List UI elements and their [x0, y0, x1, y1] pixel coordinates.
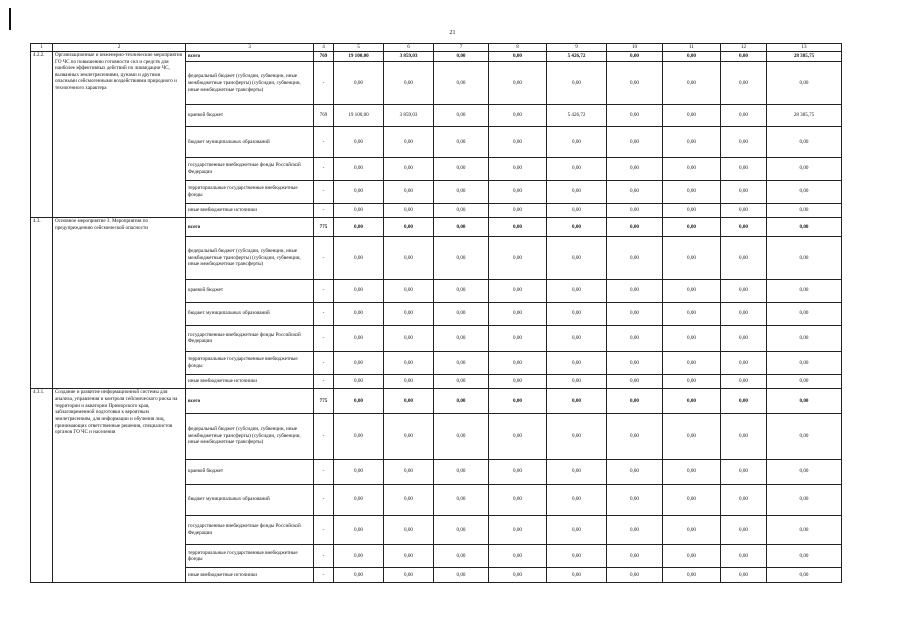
value-cell: -: [314, 459, 334, 484]
value-cell: 0,00: [607, 374, 663, 389]
column-number-row: [31, 44, 842, 52]
funding-source: государственные внебюджетные фонды Российской Федерации: [186, 515, 314, 544]
value-cell: 0,00: [607, 545, 663, 568]
funding-source: всего: [186, 218, 314, 237]
value-cell: 0,00: [434, 515, 489, 544]
value-cell: 0,00: [434, 413, 489, 459]
value-cell: 0,00: [489, 413, 547, 459]
value-cell: 0,00: [434, 105, 489, 127]
value-cell: 0,00: [334, 568, 384, 583]
value-cell: 0,00: [489, 279, 547, 302]
value-cell: 0,00: [607, 389, 663, 413]
value-cell: 0,00: [384, 325, 434, 351]
value-cell: 0,00: [547, 157, 607, 180]
value-cell: 0,00: [607, 157, 663, 180]
value-cell: 0,00: [489, 545, 547, 568]
value-cell: 0,00: [767, 180, 842, 203]
column-header: 10: [607, 44, 663, 52]
funding-source: иные внебюджетные источники: [186, 374, 314, 389]
value-cell: 0,00: [334, 203, 384, 218]
funding-source: федеральный бюджет (субсидии, субвенции, иные межбюджетные трансферты) (субсидии, субвенции, иные межбюджетные трансферты): [186, 62, 314, 105]
value-cell: 0,00: [489, 203, 547, 218]
value-cell: 0,00: [434, 180, 489, 203]
value-cell: 0,00: [663, 157, 721, 180]
value-cell: 775: [314, 218, 334, 237]
budget-table: [30, 43, 842, 583]
value-cell: 0,00: [489, 105, 547, 127]
value-cell: 0,00: [767, 515, 842, 544]
value-cell: 0,00: [663, 127, 721, 157]
value-cell: 0,00: [721, 389, 767, 413]
value-cell: 0,00: [767, 218, 842, 237]
value-cell: 0,00: [384, 515, 434, 544]
value-cell: 0,00: [547, 515, 607, 544]
value-cell: 0,00: [721, 218, 767, 237]
value-cell: 0,00: [489, 374, 547, 389]
table-row: [31, 52, 842, 62]
value-cell: 0,00: [607, 236, 663, 279]
value-cell: 3 859,03: [384, 105, 434, 127]
value-cell: 0,00: [434, 203, 489, 218]
value-cell: 0,00: [663, 279, 721, 302]
value-cell: 0,00: [384, 568, 434, 583]
value-cell: 0,00: [384, 157, 434, 180]
value-cell: 0,00: [547, 484, 607, 515]
item-title: Организационные и инженерно-технические мероприятия ГО ЧС по повышению готовности сил и средств для наиболее эффективных действий по ликвидации ЧС, вызванных землетрясениями, цунами и другими опасными сейсмогенными воздействиями природного и техногенного характера: [53, 52, 186, 218]
funding-source: всего: [186, 389, 314, 413]
value-cell: 0,00: [607, 105, 663, 127]
value-cell: 0,00: [547, 351, 607, 374]
column-header: 12: [721, 44, 767, 52]
value-cell: 0,00: [547, 302, 607, 325]
value-cell: 0,00: [767, 279, 842, 302]
value-cell: -: [314, 568, 334, 583]
value-cell: 0,00: [384, 218, 434, 237]
value-cell: 0,00: [434, 459, 489, 484]
table-row: [31, 218, 842, 237]
value-cell: 0,00: [384, 374, 434, 389]
value-cell: 0,00: [721, 203, 767, 218]
value-cell: 0,00: [607, 279, 663, 302]
funding-source: иные внебюджетные источники: [186, 203, 314, 218]
value-cell: 0,00: [547, 180, 607, 203]
value-cell: 0,00: [721, 484, 767, 515]
value-cell: 0,00: [721, 52, 767, 62]
value-cell: 0,00: [489, 236, 547, 279]
item-code: 4.3.1.: [31, 389, 53, 583]
funding-source: бюджет муниципальных образований: [186, 302, 314, 325]
value-cell: 0,00: [489, 568, 547, 583]
funding-source: государственные внебюджетные фонды Российской Федерации: [186, 325, 314, 351]
value-cell: 28 385,75: [767, 52, 842, 62]
value-cell: 0,00: [721, 351, 767, 374]
funding-source: краевой бюджет: [186, 279, 314, 302]
value-cell: 19 100,00: [334, 105, 384, 127]
value-cell: 0,00: [384, 62, 434, 105]
value-cell: 0,00: [434, 279, 489, 302]
value-cell: 0,00: [663, 374, 721, 389]
value-cell: 0,00: [434, 351, 489, 374]
value-cell: 0,00: [384, 279, 434, 302]
value-cell: 0,00: [721, 413, 767, 459]
column-header: 7: [434, 44, 489, 52]
value-cell: -: [314, 62, 334, 105]
funding-source: бюджет муниципальных образований: [186, 484, 314, 515]
value-cell: 0,00: [384, 459, 434, 484]
value-cell: 0,00: [767, 568, 842, 583]
value-cell: 0,00: [334, 218, 384, 237]
value-cell: 0,00: [334, 325, 384, 351]
value-cell: 0,00: [721, 302, 767, 325]
value-cell: -: [314, 127, 334, 157]
funding-source: территориальные государственные внебюджетные фонды: [186, 545, 314, 568]
value-cell: -: [314, 374, 334, 389]
value-cell: 0,00: [663, 515, 721, 544]
value-cell: 0,00: [489, 515, 547, 544]
value-cell: 0,00: [547, 62, 607, 105]
funding-source: всего: [186, 52, 314, 62]
value-cell: 0,00: [607, 325, 663, 351]
value-cell: 0,00: [767, 389, 842, 413]
margin-rule: [9, 8, 11, 30]
value-cell: 0,00: [663, 203, 721, 218]
value-cell: 0,00: [767, 351, 842, 374]
funding-source: федеральный бюджет (субсидии, субвенции, иные межбюджетные трансферты) (субсидии, субвенции, иные межбюджетные трансферты): [186, 413, 314, 459]
funding-source: государственные внебюджетные фонды Российской Федерации: [186, 157, 314, 180]
value-cell: 0,00: [607, 62, 663, 105]
value-cell: 0,00: [721, 459, 767, 484]
value-cell: 0,00: [721, 157, 767, 180]
value-cell: 0,00: [334, 389, 384, 413]
funding-source: территориальные государственные внебюджетные фонды: [186, 180, 314, 203]
value-cell: 0,00: [334, 62, 384, 105]
value-cell: -: [314, 484, 334, 515]
table-row: [31, 389, 842, 413]
value-cell: 0,00: [489, 157, 547, 180]
value-cell: 0,00: [607, 203, 663, 218]
value-cell: 0,00: [434, 545, 489, 568]
value-cell: 0,00: [663, 545, 721, 568]
value-cell: 0,00: [767, 62, 842, 105]
funding-source: иные внебюджетные источники: [186, 568, 314, 583]
value-cell: 0,00: [721, 62, 767, 105]
column-header: 3: [186, 44, 314, 52]
value-cell: 0,00: [384, 127, 434, 157]
value-cell: 0,00: [384, 484, 434, 515]
value-cell: 0,00: [663, 351, 721, 374]
value-cell: 0,00: [384, 236, 434, 279]
value-cell: 0,00: [663, 413, 721, 459]
value-cell: 0,00: [607, 351, 663, 374]
value-cell: 0,00: [334, 484, 384, 515]
value-cell: 0,00: [663, 568, 721, 583]
value-cell: 0,00: [721, 236, 767, 279]
value-cell: 0,00: [767, 484, 842, 515]
value-cell: 0,00: [607, 459, 663, 484]
item-title: Создание и развитие информационной системы для анализа, управления и контроля сейсмического риска на территории и акватории Приморского края, заблаговременной подготовки к вероятным землетрясениям, для информации и обучения лиц, принимающих ответственные решения, специалистов органов ГО ЧС и населения: [53, 389, 186, 583]
value-cell: 0,00: [767, 374, 842, 389]
value-cell: 0,00: [721, 279, 767, 302]
value-cell: 0,00: [767, 459, 842, 484]
item-code: 4.2.2.: [31, 52, 53, 218]
value-cell: 0,00: [547, 459, 607, 484]
funding-source: федеральный бюджет (субсидии, субвенции, иные межбюджетные трансферты) (субсидии, субвенции, иные межбюджетные трансферты): [186, 236, 314, 279]
value-cell: 0,00: [663, 459, 721, 484]
value-cell: 0,00: [547, 389, 607, 413]
value-cell: 0,00: [489, 459, 547, 484]
value-cell: 0,00: [547, 545, 607, 568]
value-cell: 0,00: [721, 127, 767, 157]
value-cell: 0,00: [721, 105, 767, 127]
value-cell: 0,00: [607, 515, 663, 544]
value-cell: 0,00: [334, 127, 384, 157]
value-cell: 0,00: [434, 52, 489, 62]
value-cell: 769: [314, 105, 334, 127]
item-code: 4.3.: [31, 218, 53, 389]
value-cell: 0,00: [384, 389, 434, 413]
value-cell: 0,00: [489, 52, 547, 62]
value-cell: 0,00: [334, 157, 384, 180]
value-cell: 0,00: [721, 568, 767, 583]
value-cell: 0,00: [767, 325, 842, 351]
value-cell: 0,00: [767, 203, 842, 218]
value-cell: 0,00: [663, 236, 721, 279]
value-cell: 0,00: [663, 218, 721, 237]
value-cell: 0,00: [663, 484, 721, 515]
value-cell: -: [314, 157, 334, 180]
item-title: Основное мероприятие 3. Мероприятия по предупреждению сейсмической опасности: [53, 218, 186, 389]
column-header: 1: [31, 44, 53, 52]
value-cell: 775: [314, 389, 334, 413]
column-header: 13: [767, 44, 842, 52]
value-cell: 0,00: [767, 236, 842, 279]
value-cell: 0,00: [434, 218, 489, 237]
value-cell: -: [314, 325, 334, 351]
value-cell: 0,00: [384, 180, 434, 203]
value-cell: 0,00: [434, 389, 489, 413]
value-cell: 0,00: [434, 302, 489, 325]
value-cell: 0,00: [767, 127, 842, 157]
value-cell: -: [314, 203, 334, 218]
value-cell: 769: [314, 52, 334, 62]
value-cell: 0,00: [547, 413, 607, 459]
value-cell: 0,00: [767, 413, 842, 459]
value-cell: 0,00: [767, 545, 842, 568]
column-header: 6: [384, 44, 434, 52]
funding-source: краевой бюджет: [186, 105, 314, 127]
value-cell: -: [314, 515, 334, 544]
value-cell: 0,00: [434, 127, 489, 157]
value-cell: 0,00: [434, 484, 489, 515]
value-cell: 0,00: [663, 325, 721, 351]
value-cell: 0,00: [607, 413, 663, 459]
column-header: 9: [547, 44, 607, 52]
value-cell: 0,00: [607, 52, 663, 62]
value-cell: 0,00: [489, 62, 547, 105]
value-cell: -: [314, 180, 334, 203]
funding-source: территориальные государственные внебюджетные фонды: [186, 351, 314, 374]
value-cell: 0,00: [334, 180, 384, 203]
value-cell: 0,00: [721, 180, 767, 203]
column-header: 11: [663, 44, 721, 52]
column-header: 5: [334, 44, 384, 52]
funding-source: бюджет муниципальных образований: [186, 127, 314, 157]
value-cell: 0,00: [434, 374, 489, 389]
value-cell: 0,00: [663, 105, 721, 127]
column-header: 4: [314, 44, 334, 52]
value-cell: 5 426,72: [547, 105, 607, 127]
value-cell: 0,00: [721, 325, 767, 351]
value-cell: 0,00: [663, 52, 721, 62]
value-cell: 0,00: [607, 218, 663, 237]
value-cell: 0,00: [663, 62, 721, 105]
value-cell: 0,00: [663, 180, 721, 203]
value-cell: 0,00: [334, 545, 384, 568]
value-cell: 0,00: [489, 302, 547, 325]
value-cell: 0,00: [547, 279, 607, 302]
value-cell: 28 385,75: [767, 105, 842, 127]
value-cell: 0,00: [489, 351, 547, 374]
value-cell: 0,00: [489, 218, 547, 237]
value-cell: -: [314, 545, 334, 568]
funding-source: краевой бюджет: [186, 459, 314, 484]
value-cell: 0,00: [547, 236, 607, 279]
value-cell: -: [314, 302, 334, 325]
value-cell: 0,00: [334, 459, 384, 484]
value-cell: -: [314, 279, 334, 302]
value-cell: 0,00: [334, 413, 384, 459]
value-cell: 0,00: [334, 374, 384, 389]
value-cell: 0,00: [434, 157, 489, 180]
value-cell: 0,00: [434, 62, 489, 105]
value-cell: 0,00: [334, 351, 384, 374]
value-cell: 0,00: [721, 545, 767, 568]
value-cell: 0,00: [384, 302, 434, 325]
value-cell: 0,00: [489, 180, 547, 203]
value-cell: 0,00: [607, 568, 663, 583]
value-cell: 0,00: [489, 325, 547, 351]
value-cell: 0,00: [547, 374, 607, 389]
value-cell: 0,00: [384, 351, 434, 374]
value-cell: 0,00: [663, 389, 721, 413]
value-cell: 0,00: [434, 325, 489, 351]
value-cell: 0,00: [384, 203, 434, 218]
value-cell: 0,00: [767, 302, 842, 325]
column-header: 8: [489, 44, 547, 52]
value-cell: 0,00: [607, 180, 663, 203]
value-cell: 0,00: [489, 127, 547, 157]
value-cell: 0,00: [721, 515, 767, 544]
page-number: 21: [449, 30, 456, 36]
value-cell: 0,00: [607, 302, 663, 325]
value-cell: 0,00: [721, 374, 767, 389]
value-cell: -: [314, 236, 334, 279]
value-cell: 5 426,72: [547, 52, 607, 62]
value-cell: 0,00: [767, 157, 842, 180]
value-cell: 0,00: [384, 413, 434, 459]
value-cell: 0,00: [489, 484, 547, 515]
value-cell: 0,00: [334, 302, 384, 325]
value-cell: -: [314, 351, 334, 374]
value-cell: 0,00: [547, 203, 607, 218]
value-cell: 0,00: [489, 389, 547, 413]
value-cell: 19 100,00: [334, 52, 384, 62]
value-cell: -: [314, 413, 334, 459]
value-cell: 0,00: [663, 302, 721, 325]
value-cell: 3 859,03: [384, 52, 434, 62]
value-cell: 0,00: [334, 236, 384, 279]
value-cell: 0,00: [547, 218, 607, 237]
value-cell: 0,00: [434, 236, 489, 279]
value-cell: 0,00: [547, 127, 607, 157]
value-cell: 0,00: [547, 325, 607, 351]
value-cell: 0,00: [547, 568, 607, 583]
value-cell: 0,00: [334, 515, 384, 544]
value-cell: 0,00: [334, 279, 384, 302]
value-cell: 0,00: [607, 484, 663, 515]
value-cell: 0,00: [607, 127, 663, 157]
value-cell: 0,00: [384, 545, 434, 568]
value-cell: 0,00: [434, 568, 489, 583]
column-header: 2: [53, 44, 186, 52]
